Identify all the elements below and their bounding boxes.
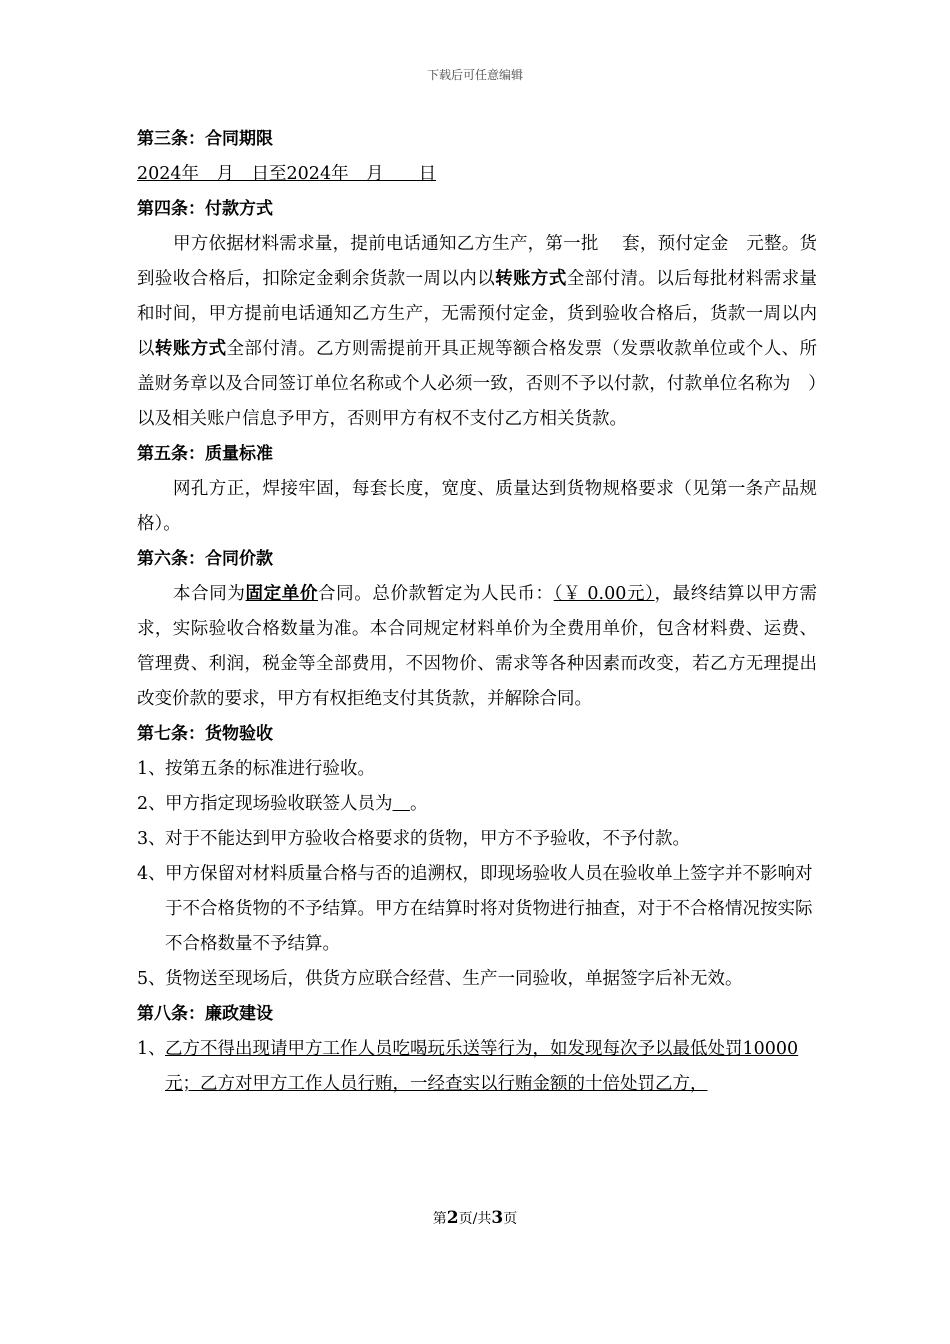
section-4-title: 第四条：付款方式 bbox=[137, 199, 273, 219]
footer-suffix: 页 bbox=[503, 1211, 518, 1227]
section-6-text-b: 合同。总价款暂定为人民币： bbox=[318, 584, 554, 604]
total-price: （￥ 0.00元） bbox=[553, 584, 655, 604]
section-8-title: 第八条：廉政建设 bbox=[137, 1004, 273, 1024]
list-text: 甲方保留对材料质量合格与否的追溯权，即现场验收人员在验收单上签字并不影响对于不合格货物的不予结算。甲方在结算时将对货物进行抽查，对于不合格情况按实际不合格数量不予结算。 bbox=[165, 864, 813, 954]
section-4-text-c: 全部付清。乙方则需提前开具正规等额合格发票（发票收款单位或个人、所盖财务章以及合同签订单位名称或个人必须一致，否则不予以付款，付款单位名称为 ）以及相关账户信息予甲方，否则甲方有权不支付乙方相关货款。 bbox=[137, 339, 818, 429]
list-text: 对于不能达到甲方验收合格要求的货物，甲方不予验收，不予付款。 bbox=[165, 829, 690, 849]
section-3-title: 第三条：合同期限 bbox=[137, 129, 273, 149]
section-5-title: 第五条：质量标准 bbox=[137, 444, 273, 464]
section-6-text-c: ，最终结算以甲方需求，实际验收合格数量为准。本合同规定材料单价为全费用单价，包含材料费、运费、管理费、利润，税金等全部费用，不因物价、需求等各种因素而改变，若乙方无理提出改变价款的要求，甲方有权拒绝支付其货款，并解除合同。 bbox=[137, 584, 818, 709]
footer-mid: 页/共 bbox=[458, 1211, 492, 1227]
list-item bbox=[137, 962, 817, 997]
list-number: 2、 bbox=[137, 794, 166, 814]
section-7-title: 第七条：货物验收 bbox=[137, 724, 273, 744]
list-number: 5、 bbox=[137, 969, 166, 989]
section-4-paragraph bbox=[137, 227, 817, 437]
list-item bbox=[137, 787, 817, 822]
blank-line bbox=[393, 794, 411, 814]
document-body bbox=[137, 122, 817, 1102]
list-item bbox=[137, 752, 817, 787]
contract-period-text: 2024年 月 日至2024年 月 日 bbox=[137, 164, 437, 184]
total-page-number: 3 bbox=[491, 1208, 504, 1228]
list-number: 1、 bbox=[137, 759, 166, 779]
payment-method-bold: 转账方式 bbox=[495, 269, 567, 289]
section-4-text-a: 甲方依据材料需求量，提前电话通知乙方生产，第一批 套，预付定金 元整。货到验收合格后，扣除定金剩余货款一周以内以 bbox=[137, 234, 817, 289]
current-page-number: 2 bbox=[446, 1208, 459, 1228]
list-number: 3、 bbox=[137, 829, 166, 849]
list-text: 甲方指定现场验收联签人员为 bbox=[165, 794, 393, 814]
list-number: 4、 bbox=[137, 864, 166, 884]
section-6-paragraph bbox=[137, 577, 817, 717]
list-item bbox=[137, 1032, 817, 1102]
footer-prefix: 第 bbox=[432, 1211, 447, 1227]
contract-period bbox=[137, 157, 817, 192]
page-header: 下载后可任意编辑 bbox=[426, 68, 523, 82]
payment-method-bold-2: 转账方式 bbox=[154, 339, 227, 359]
list-text: 货物送至现场后，供货方应联合经营、生产一同验收，单据签字后补无效。 bbox=[165, 969, 743, 989]
section-4-text-b: 全部付清。以后每批材料需求量和时间，甲方提前电话通知乙方生产，无需预付定金，货到验收合格后，货款一周以内以 bbox=[137, 269, 818, 359]
section-6-text-a: 本合同为 bbox=[173, 584, 246, 604]
list-item bbox=[137, 857, 817, 962]
list-text: 按第五条的标准进行验收。 bbox=[165, 759, 375, 779]
section-6-title: 第六条：合同价款 bbox=[137, 549, 273, 569]
list-item bbox=[137, 822, 817, 857]
section-5-paragraph: 网孔方正，焊接牢固，每套长度，宽度、质量达到货物规格要求（见第一条产品规格）。 bbox=[137, 479, 817, 534]
fixed-unit-price: 固定单价 bbox=[245, 584, 319, 604]
page-footer bbox=[0, 1208, 950, 1228]
list-text: 乙方不得出现请甲方工作人员吃喝玩乐送等行为，如发现每次予以最低处罚10000元；乙方对甲方工作人员行贿，一经查实以行贿金额的十倍处罚乙方， bbox=[165, 1039, 799, 1094]
list-number: 1、 bbox=[137, 1039, 166, 1059]
list-tail: 。 bbox=[410, 794, 428, 814]
